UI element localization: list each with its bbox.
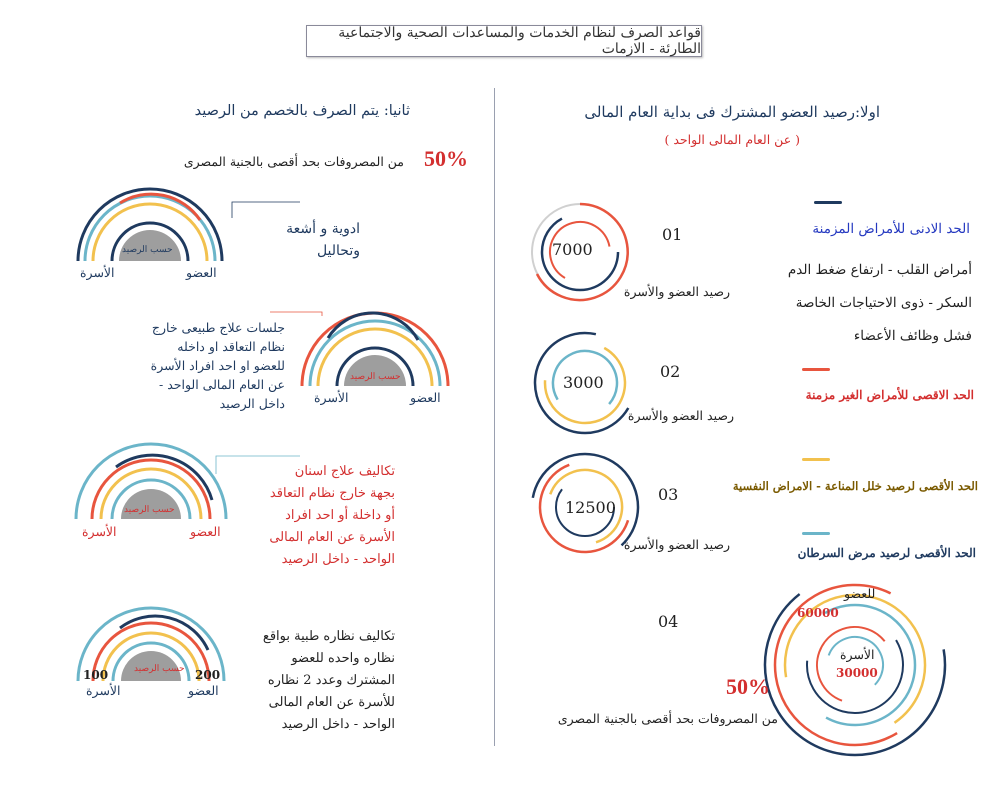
row4-category: الحد الأقصى لرصيد مرض السرطان <box>797 546 976 560</box>
gauge2-family-label: الأسرة <box>314 390 349 405</box>
gauge4-family-label: الأسرة <box>86 683 121 698</box>
row4-legend-line <box>802 532 830 535</box>
row3-legend-line <box>802 458 830 461</box>
item3-line: بجهة خارج نظام التعاقد <box>269 486 395 501</box>
title-text: قواعد الصرف لنظام الخدمات والمساعدات الصحية والاجتماعية الطارئة - الازمات <box>338 25 701 57</box>
item3-line: تكاليف علاج اسنان <box>294 464 395 479</box>
item2-line: نظام التعاقد او داخله <box>177 339 285 354</box>
item4-line: نظاره واحده للعضو <box>291 651 395 666</box>
row3-balance-label: رصيد العضو والأسرة <box>623 537 730 552</box>
gauge4-member-value: 200 <box>195 668 221 682</box>
item3-line: أو داخلة أو احد افراد <box>285 508 395 523</box>
row4-family-label: الأسرة <box>840 647 875 662</box>
gauge1-center-label: حسب الرصيد <box>122 245 173 255</box>
gauge4-center-label: حسب الرصيد <box>134 664 185 674</box>
left-percent-text: من المصروفات بحد أقصى بالجنية المصرى <box>183 154 404 169</box>
row1-balance-label: رصيد العضو والأسرة <box>623 284 730 299</box>
row1-legend-line <box>814 201 842 204</box>
gauge3-member-label: العضو <box>190 524 221 539</box>
gauge3-family-label: الأسرة <box>82 524 117 539</box>
item2-line: عن العام المالى الواحد - <box>159 377 285 392</box>
gauge2-member-label: العضو <box>410 390 441 405</box>
gauge1-family-label: الأسرة <box>80 265 115 280</box>
row3-num: 03 <box>658 485 679 504</box>
row4-member-label: للعضو <box>844 586 876 601</box>
row1-detail: أمراض القلب - ارتفاع ضغط الدم <box>787 262 972 278</box>
row3-value: 12500 <box>565 498 616 517</box>
row4-percent-text: من المصروفات بحد أقصى بالجنية المصرى <box>557 711 778 726</box>
row4-member-value: 60000 <box>797 606 839 620</box>
right-subheading: ( عن العام المالى الواحد ) <box>664 132 800 147</box>
row4-percent: 50% <box>726 674 770 699</box>
right-heading: اولا:رصيد العضو المشترك فى بداية العام المالى <box>584 103 880 121</box>
row1-detail: فشل وظائف الأعضاء <box>853 328 972 344</box>
left-heading: ثانيا: يتم الصرف بالخصم من الرصيد <box>194 103 410 119</box>
item1-line: وتحاليل <box>316 243 360 259</box>
item4-line: المشترك وعدد 2 نظاره <box>267 673 395 688</box>
gauge1-member-label: العضو <box>186 265 217 280</box>
row1-details <box>700 254 972 353</box>
gauge2-center-label: حسب الرصيد <box>350 372 401 382</box>
item4-line: للأسرة عن العام المالى <box>268 695 395 710</box>
item2-line: للعضو او احد افراد الأسرة <box>150 358 285 373</box>
row1-value: 7000 <box>552 240 593 259</box>
item4-line: تكاليف نظاره طبية بواقع <box>262 629 395 644</box>
row2-category: الحد الاقصى للأمراض الغير مزمنة <box>805 388 974 402</box>
row2-num: 02 <box>660 362 681 381</box>
row1-num: 01 <box>662 225 683 244</box>
item2-line: داخل الرصيد <box>219 396 285 411</box>
row4-num: 04 <box>658 612 679 631</box>
item4-line: الواحد - داخل الرصيد <box>281 717 395 732</box>
gauge4-family-value: 100 <box>83 668 109 682</box>
row2-balance-label: رصيد العضو والأسرة <box>627 408 734 423</box>
row4-family-value: 30000 <box>836 666 878 680</box>
row1-detail: السكر - ذوى الاحتياجات الخاصة <box>795 295 972 311</box>
gauge4-member-label: العضو <box>188 683 219 698</box>
item2-line: جلسات علاج طبيعى خارج <box>151 320 285 335</box>
left-percent: 50% <box>424 146 468 171</box>
row3-category: الحد الأقصى لرصيد خلل المناعة - الامراض النفسية <box>732 479 978 493</box>
item3-line: الواحد - داخل الرصيد <box>281 552 395 567</box>
item3-line: الأسرة عن العام المالى <box>269 530 395 545</box>
gauge3-center-label: حسب الرصيد <box>124 505 175 515</box>
item1-line: ادوية و أشعة <box>286 221 360 237</box>
row2-legend-line <box>802 368 830 371</box>
row2-value: 3000 <box>563 373 604 392</box>
row1-category: الحد الادنى للأمراض المزمنة <box>812 221 970 237</box>
